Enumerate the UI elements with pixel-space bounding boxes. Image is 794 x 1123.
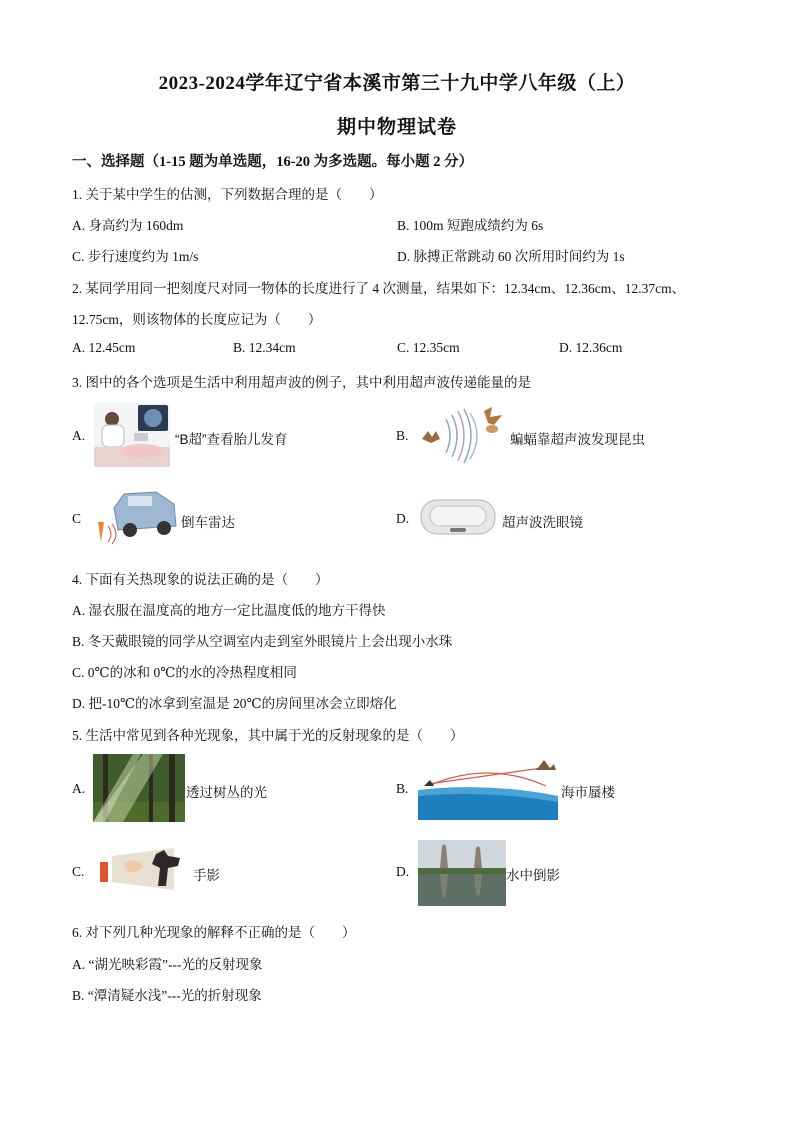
q1-option-b: B. 100m 短跑成绩约为 6s bbox=[397, 218, 544, 233]
q5-stem: 5. 生活中常见到各种光现象，其中属于光的反射现象的是（ ） bbox=[72, 728, 464, 743]
hand-shadow-image bbox=[94, 846, 190, 892]
q5-option-a-caption: 透过树丛的光 bbox=[186, 785, 267, 800]
q5-option-c-caption: 手影 bbox=[193, 868, 220, 883]
q3-option-c-caption: 倒车雷达 bbox=[181, 515, 235, 530]
q6-option-a: A. “湖光映彩霞”---光的反射现象 bbox=[72, 957, 263, 972]
reversing-radar-image bbox=[94, 486, 178, 548]
q1-option-a: A. 身高约为 160dm bbox=[72, 218, 184, 233]
mirage-image bbox=[418, 756, 558, 820]
q3-stem: 3. 图中的各个选项是生活中利用超声波的例子，其中利用超声波传递能量的是 bbox=[72, 375, 531, 390]
q2-option-b: B. 12.34cm bbox=[233, 340, 296, 355]
q4-option-c: C. 0℃的冰和 0℃的水的冷热程度相同 bbox=[72, 665, 297, 680]
q1-option-d: D. 脉搏正常跳动 60 次所用时间约为 1s bbox=[397, 249, 625, 264]
q2-stem-line2: 12.75cm，则该物体的长度应记为（ ） bbox=[72, 312, 322, 327]
q4-stem: 4. 下面有关热现象的说法正确的是（ ） bbox=[72, 572, 329, 587]
section-heading: 一、选择题（1-15 题为单选题，16-20 为多选题。每小题 2 分） bbox=[72, 154, 474, 170]
q3-option-d-caption: 超声波洗眼镜 bbox=[502, 515, 583, 530]
q4-option-b: B. 冬天戴眼镜的同学从空调室内走到室外眼镜片上会出现小水珠 bbox=[72, 634, 453, 649]
q5-option-b-caption: 海市蜃楼 bbox=[561, 785, 615, 800]
q5-option-d-label: D. bbox=[396, 864, 410, 879]
q2-stem-line1: 2. 某同学用同一把刻度尺对同一物体的长度进行了 4 次测量，结果如下：12.34cm、12.36cm、12.37cm、 bbox=[72, 281, 686, 296]
q5-option-a-label: A. bbox=[72, 781, 86, 796]
q5-option-b-label: B. bbox=[396, 781, 409, 796]
q2-option-d: D. 12.36cm bbox=[559, 340, 623, 355]
q6-option-b: B. “潭清疑水浅”---光的折射现象 bbox=[72, 988, 262, 1003]
q3-option-d-label: D. bbox=[396, 511, 410, 526]
water-reflection-image bbox=[418, 840, 506, 906]
q1-option-c: C. 步行速度约为 1m/s bbox=[72, 249, 199, 264]
q4-option-a: A. 湿衣服在温度高的地方一定比温度低的地方干得快 bbox=[72, 603, 386, 618]
q3-option-a-caption: “B超”查看胎儿发育 bbox=[175, 432, 288, 447]
q5-option-d-caption: 水中倒影 bbox=[506, 868, 560, 883]
bat-echolocation-image bbox=[418, 405, 506, 465]
q3-option-b-label: B. bbox=[396, 428, 409, 443]
q2-option-a: A. 12.45cm bbox=[72, 340, 136, 355]
q3-option-c-label: C bbox=[72, 511, 82, 526]
ultrasound-image bbox=[94, 403, 170, 467]
q1-stem: 1. 关于某中学生的估测，下列数据合理的是（ ） bbox=[72, 187, 383, 202]
exam-title-line2: 期中物理试卷 bbox=[336, 117, 457, 138]
q3-option-b-caption: 蝙蝠靠超声波发现昆虫 bbox=[510, 432, 645, 447]
q6-stem: 6. 对下列几种光现象的解释不正确的是（ ） bbox=[72, 925, 356, 940]
q3-option-a-label: A. bbox=[72, 428, 86, 443]
ultrasonic-cleaner-image bbox=[418, 494, 498, 540]
exam-title-line1: 2023-2024学年辽宁省本溪市第三十九中学八年级（上） bbox=[158, 73, 636, 94]
q2-option-c: C. 12.35cm bbox=[397, 340, 460, 355]
forest-light-image bbox=[93, 754, 185, 822]
q5-option-c-label: C. bbox=[72, 864, 85, 879]
q4-option-d: D. 把-10℃的冰拿到室温是 20℃的房间里冰会立即熔化 bbox=[72, 696, 397, 711]
